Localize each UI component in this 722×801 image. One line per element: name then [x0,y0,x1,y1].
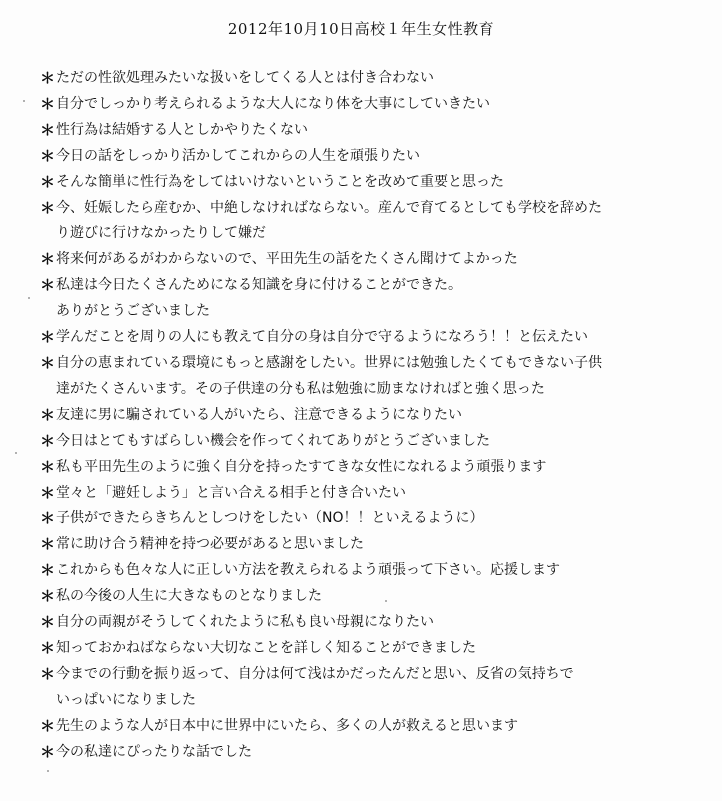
comment-item [40,144,716,170]
comment-line: 自分でしっかり考えられるような大人になり体を大事にしていきたい [56,95,490,112]
comment-line: 自分の恵まれている環境にもっと感謝をしたい。世界には勉強したくてもできない子供 [56,354,602,371]
asterisk-bullet-icon: ＊ [40,457,56,476]
comment-text [56,610,434,636]
comment-line: 今、妊娠したら産むか、中絶しなければならない。産んで育てるとしても学校を辞めた [56,199,602,216]
comment-text [56,481,406,507]
comment-line: 子供ができたらきちんとしつけをしたい（NO！！といえるように） [56,510,484,527]
comment-text [56,740,252,766]
asterisk-bullet-icon: ＊ [40,638,56,657]
asterisk-bullet-icon: ＊ [40,483,56,502]
asterisk-bullet-icon: ＊ [40,276,56,295]
asterisk-bullet-icon: ＊ [40,509,56,528]
comment-text [56,170,504,196]
scan-speck [28,297,30,299]
asterisk-bullet-icon: ＊ [40,716,56,735]
comment-text [56,714,518,740]
comment-line: 友達に男に騙されている人がいたら、注意できるようになりたい [56,406,462,423]
comment-text [56,118,308,144]
comment-item [40,66,716,92]
page-title: 2012年10月10日高校１年生女性教育 [227,20,495,38]
comment-item [40,92,716,118]
asterisk-bullet-icon: ＊ [40,172,56,191]
comment-item [40,532,716,558]
comment-line: 私の今後の人生に大きなものとなりました [56,588,322,605]
asterisk-bullet-icon: ＊ [40,146,56,165]
comment-line: 私達は今日たくさんためになる知識を身に付けることができた。 [56,277,462,294]
comment-line: 今日の話をしっかり活かしてこれからの人生を頑張りたい [56,147,420,164]
comment-item [40,170,716,196]
comment-item [40,247,716,273]
comment-line: 自分の両親がそうしてくれたように私も良い母親になりたい [56,614,434,631]
comment-line: ありがとうございました [56,303,210,320]
comment-item [40,506,716,532]
comment-item [40,740,716,766]
comment-text [56,532,364,558]
comment-item [40,584,716,610]
comment-text [56,429,490,455]
comment-item [40,662,716,714]
comment-line: これからも色々な人に正しい方法を教えられるよう頑張って下さい。応援します [56,562,560,579]
asterisk-bullet-icon: ＊ [40,250,56,269]
comment-line: り遊びに行けなかったりして嫌だ [56,225,266,242]
comment-item [40,610,716,636]
comment-list [40,66,716,765]
comment-line: ただの性欲処理みたいな扱いをしてくる人とは付き合わない [56,70,434,86]
comment-line: 知っておかねばならない大切なことを詳しく知ることができました [56,639,476,656]
comment-text [56,584,322,610]
comment-item [40,636,716,662]
scan-speck [385,600,387,602]
comment-item [40,429,716,455]
scan-speck [47,770,49,772]
comment-item [40,714,716,740]
comment-item [40,118,716,144]
comment-text [56,506,484,532]
asterisk-bullet-icon: ＊ [40,431,56,450]
comment-text [56,66,434,92]
comment-line: 将来何があるがわからないので、平田先生の話をたくさん聞けてよかった [56,251,518,268]
comment-line: 私も平田先生のように強く自分を持ったすてきな女性になれるよう頑張ります [56,458,547,475]
comment-line: 堂々と「避妊しよう」と言い合える相手と付き合いたい [56,484,406,501]
scan-speck [23,100,25,102]
comment-text [56,455,546,481]
asterisk-bullet-icon: ＊ [40,405,56,424]
comment-item [40,273,716,325]
comment-text [56,558,560,584]
comment-line: いっぱいになりました [56,691,196,708]
comment-text [56,636,476,662]
asterisk-bullet-icon: ＊ [40,664,56,683]
asterisk-bullet-icon: ＊ [40,198,56,217]
asterisk-bullet-icon: ＊ [40,613,56,632]
comment-line: 達がたくさんいます。その子供達の分も私は勉強に励まなければと強く思った [56,380,545,397]
asterisk-bullet-icon: ＊ [40,742,56,761]
comment-line: 常に助け合う精神を持つ必要があると思いました [56,536,364,553]
comment-text [56,403,462,429]
comment-text [56,351,602,403]
scan-speck [15,452,17,454]
comment-text [56,92,490,118]
comment-text [56,325,588,351]
comment-text [56,196,602,248]
asterisk-bullet-icon: ＊ [40,120,56,139]
asterisk-bullet-icon: ＊ [40,587,56,606]
comment-item [40,481,716,507]
asterisk-bullet-icon: ＊ [40,69,56,87]
comment-item [40,558,716,584]
comment-text [56,273,462,325]
comment-item [40,196,716,248]
comment-line: 学んだことを周りの人にも教えて自分の身は自分で守るようになろう！！と伝えたい [56,329,588,346]
asterisk-bullet-icon: ＊ [40,535,56,554]
comment-text [56,144,420,170]
comment-item [40,325,716,351]
comment-line: 先生のような人が日本中に世界中にいたら、多くの人が救えると思います [56,717,518,734]
comment-line: 今までの行動を振り返って、自分は何て浅はかだったんだと思い、反省の気持ちで [56,665,574,682]
comment-text [56,247,518,273]
comment-text [56,662,574,714]
comment-item [40,351,716,403]
asterisk-bullet-icon: ＊ [40,328,56,347]
comment-line: 今日はとてもすばらしい機会を作ってくれてありがとうございました [56,432,490,449]
asterisk-bullet-icon: ＊ [40,94,56,113]
comment-item [40,455,716,481]
comment-item [40,403,716,429]
comment-line: 性行為は結婚する人としかやりたくない [56,121,308,138]
asterisk-bullet-icon: ＊ [40,561,56,580]
asterisk-bullet-icon: ＊ [40,353,56,372]
comment-line: 今の私達にぴったりな話でした [56,743,252,760]
comment-line: そんな簡単に性行為をしてはいけないということを改めて重要と思った [56,173,504,190]
